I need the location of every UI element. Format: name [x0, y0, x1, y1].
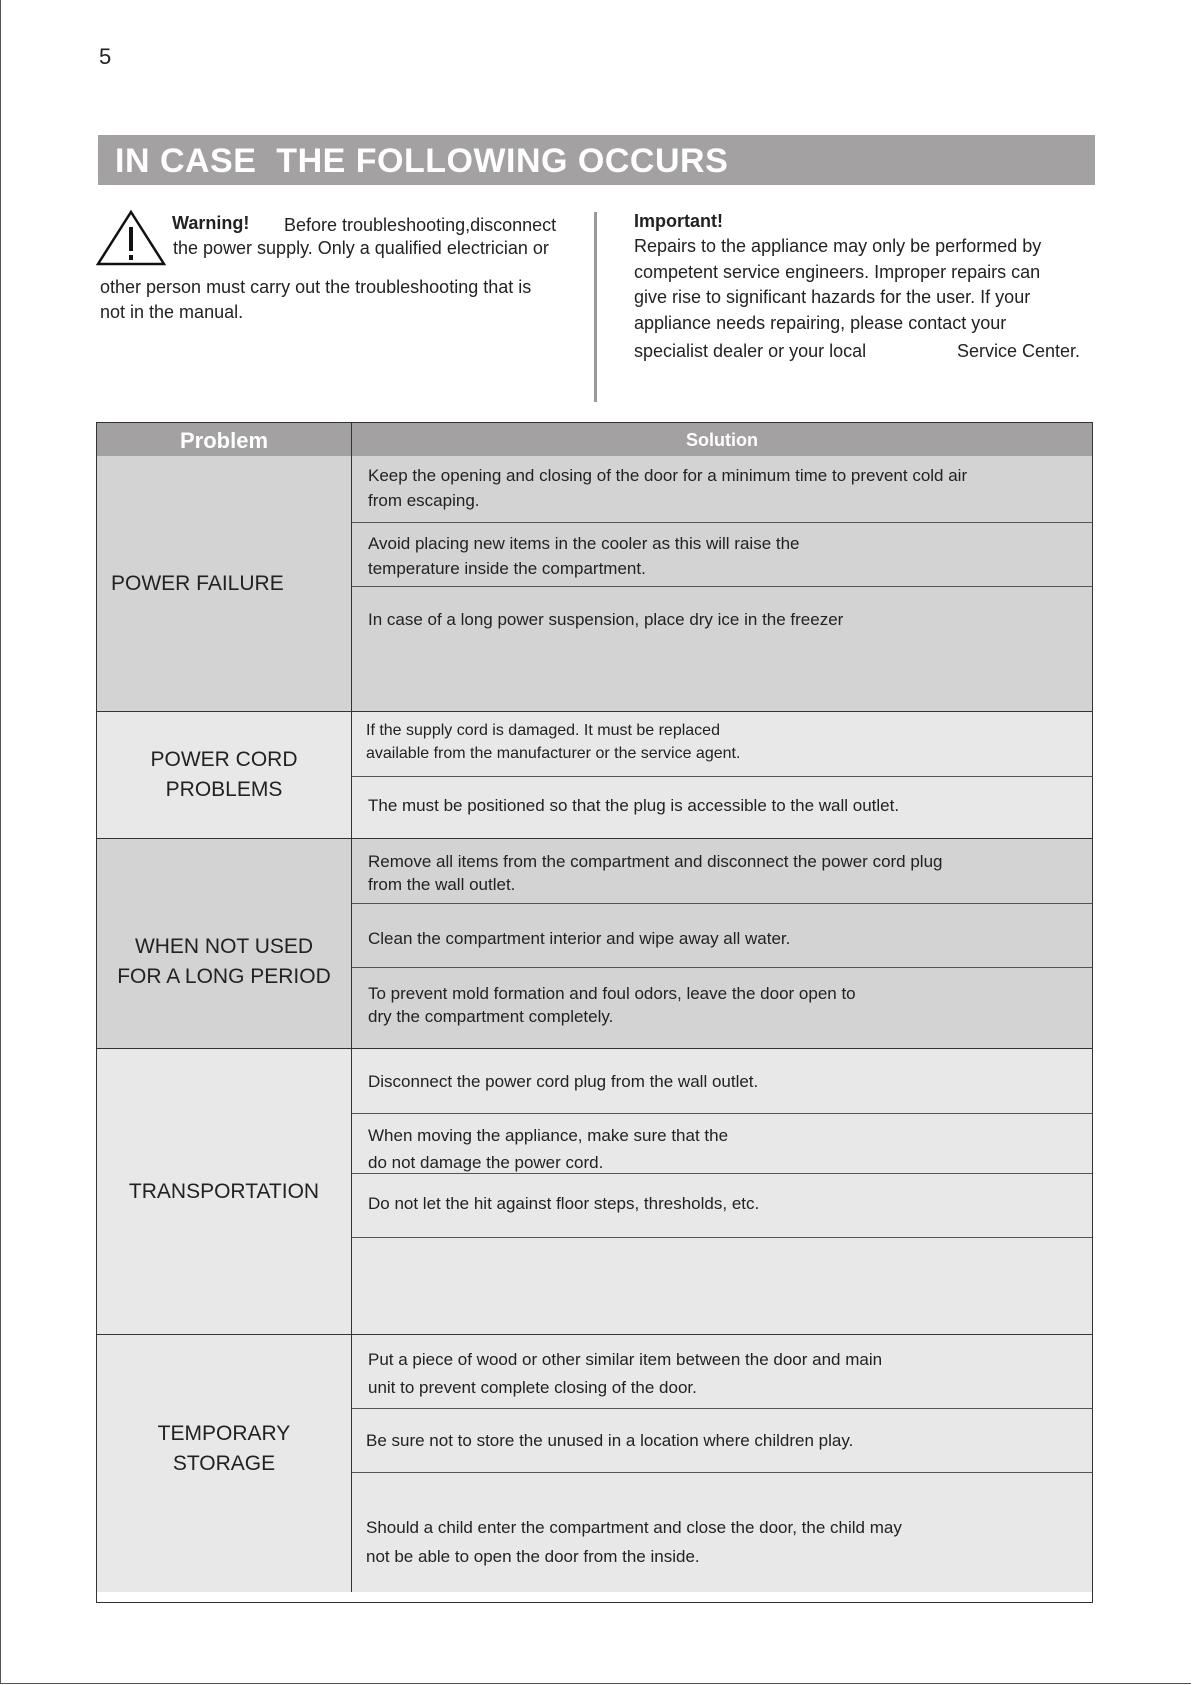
problem-label: POWER CORD PROBLEMS [97, 712, 352, 838]
problem-label: TEMPORARY STORAGE [97, 1335, 352, 1602]
warning-text-line: the power supply. Only a qualified electrician or [173, 238, 549, 258]
header-problem: Problem [97, 423, 352, 456]
troubleshooting-table [96, 422, 1093, 1603]
table-bottom-strip [97, 1592, 1092, 1602]
important-text-line: competent service engineers. Improper repairs can [634, 262, 1041, 282]
warning-triangle-icon [96, 210, 166, 266]
important-title: Important! [634, 211, 723, 231]
warning-title: Warning! [172, 213, 250, 233]
header-solution: Solution [686, 430, 758, 450]
solution-item: Disconnect the power cord plug from the wall outlet. [368, 1072, 759, 1091]
solution-item: In case of a long power suspension, place dry ice in the freezer [352, 586, 1092, 712]
solution-item: Put a piece of wood or other similar item between the door and main unit to prevent complete closing of the door. [368, 1350, 883, 1397]
solution-item: To prevent mold formation and foul odors, leave the door open to dry the compartment completely. [352, 967, 1092, 1049]
table-section-transportation [97, 1049, 1092, 1335]
solution-item: Do not let the hit against floor steps, thresholds, etc. [352, 1173, 1092, 1237]
solution-item: Should a child enter the compartment and close the door, the child may not be able to open the door from the inside. [352, 1472, 1092, 1592]
solution-item: Clean the compartment interior and wipe away all water. [352, 903, 1092, 967]
table-section-power-failure [97, 456, 1092, 712]
important-text-line: give rise to significant hazards for the user. If your [634, 287, 1031, 307]
page-number: 5 [99, 44, 112, 69]
solution-item: Be sure not to store the unused in a location where children play. [352, 1408, 1092, 1472]
solution-item: If the supply cord is damaged. It must be replaced available from the manufacturer or the service agent. [366, 722, 741, 762]
table-header [97, 423, 1092, 457]
solution-item: Remove all items from the compartment and disconnect the power cord plug from the wall outlet. [368, 852, 943, 894]
solution-item: The must be positioned so that the plug is accessible to the wall outlet. [352, 776, 1092, 839]
important-text-service-center: Service Center. [957, 341, 1081, 361]
important-text-line: specialist dealer or your local [634, 341, 867, 361]
important-text-line: Repairs to the appliance may only be performed by [634, 236, 1042, 256]
solution-item [352, 1237, 1092, 1335]
problem-label: POWER FAILURE [97, 456, 352, 711]
table-section-power-cord [97, 712, 1092, 839]
solution-item: When moving the appliance, make sure that the do not damage the power cord. [352, 1113, 1092, 1173]
problem-label: WHEN NOT USED FOR A LONG PERIOD [97, 839, 352, 1048]
important-text-line: appliance needs repairing, please contact your [634, 313, 1007, 333]
warning-text-line: Before troubleshooting,disconnect [284, 215, 557, 235]
table-section-temporary-storage [97, 1335, 1092, 1602]
page-title-banner: IN CASE THE FOLLOWING OCCURS [98, 135, 1095, 185]
problem-label: TRANSPORTATION [97, 1049, 352, 1334]
warning-text-line: not in the manual. [100, 302, 244, 322]
column-divider [594, 212, 597, 402]
solution-item: Avoid placing new items in the cooler as this will raise the temperature inside the compartment. [352, 522, 1092, 586]
solution-item: Keep the opening and closing of the door for a minimum time to prevent cold air from escaping. [368, 466, 968, 510]
warning-text-line: other person must carry out the troubleshooting that is [100, 277, 532, 297]
table-section-long-period [97, 839, 1092, 1049]
